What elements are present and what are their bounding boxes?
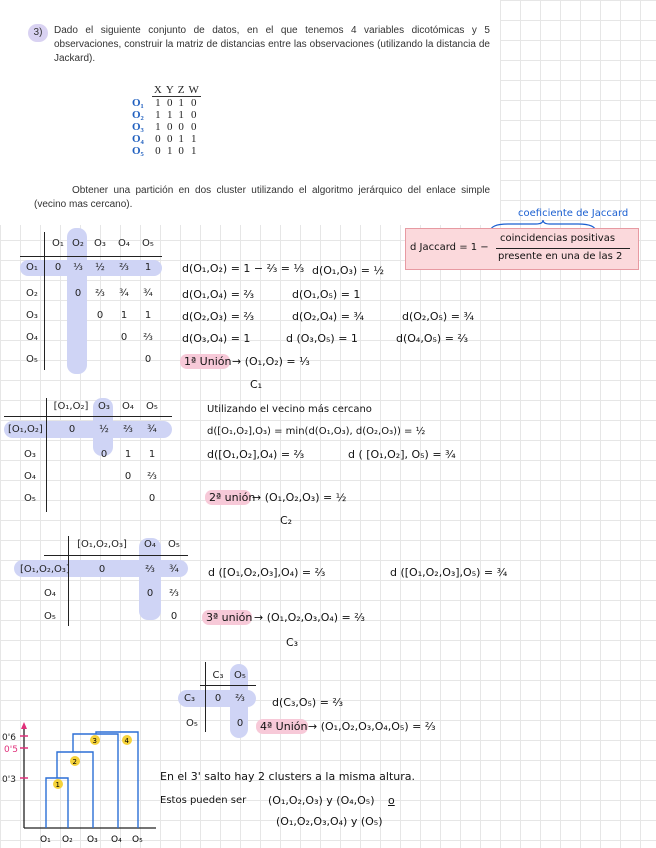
matrix-cell: 0 (98, 564, 106, 575)
leaf-label: O₅ (132, 835, 143, 845)
union-result: → (O₁,O₂,O₃,O₄) = ⅔ (254, 611, 365, 624)
distance-eq: d ([O₁,O₂,O₃],O₄) = ⅔ (208, 566, 326, 579)
table-row: O₃ 1 0 0 0 (132, 121, 197, 133)
col-header: O₃ (94, 238, 106, 249)
matrix-cell: 0 (100, 449, 108, 460)
jaccard-formula-box (405, 228, 639, 270)
cluster-label: C₂ (280, 514, 293, 527)
dendrogram-axes (20, 722, 156, 828)
task-statement: Obtener una partición en dos cluster utilizando el algoritmo jerárquico del enlace simple (vecino mas cercano). (34, 185, 490, 210)
column-highlight (139, 538, 161, 620)
row-label: O₄ (44, 588, 56, 599)
col-header: O₄ (144, 539, 156, 550)
question-number: 3) (28, 24, 48, 42)
distance-eq: d(O₁,O₃) = ½ (312, 264, 385, 277)
distance-eq: d ( [O₁,O₂], O₅) = ¾ (348, 448, 456, 461)
col-header: O₂ (72, 238, 84, 249)
jaccard-lhs: d Jaccard = 1 − (410, 242, 489, 253)
matrix-cell: ⅓ (73, 262, 83, 273)
row-label: O₁ (26, 262, 38, 273)
dendrogram (0, 720, 160, 848)
distance-eq: d(O₃,O₄) = 1 (182, 332, 251, 345)
matrix-cell: 1 (124, 449, 132, 460)
matrix-cell: ⅔ (123, 424, 133, 435)
problem-statement: Dado el siguiente conjunto de datos, en el que tenemos 4 variables dicotómicas y 5 observaciones, construir la matriz de distancias entre las observaciones (utilizando la distancia de Jackard). (54, 25, 490, 64)
fraction-bar (496, 248, 630, 249)
jaccard-numerator: coincidencias positivas (500, 233, 616, 244)
table-row: O₁ 1 0 1 0 (132, 96, 197, 109)
method-note: Utilizando el vecino más cercano (207, 404, 372, 415)
matrix-cell: 1 (144, 262, 152, 273)
distance-eq: d (O₃,O₅) = 1 (286, 332, 358, 345)
col-header: O₄ (118, 238, 130, 249)
matrix-cell: 0 (96, 310, 104, 321)
distance-eq: d(O₂,O₄) = ¾ (292, 310, 365, 323)
distance-eq: d(C₃,O₅) = ⅔ (272, 696, 344, 709)
matrix-cell: ¾ (147, 424, 157, 435)
matrix-cell: 0 (54, 262, 62, 273)
leaf-label: O₂ (62, 835, 73, 845)
matrix-cell: 0 (148, 493, 156, 504)
row-label: O₃ (24, 449, 36, 460)
matrix-cell: 1 (120, 310, 128, 321)
distance-eq: d([O₁,O₂],O₃) = min(d(O₁,O₃), d(O₂,O₃)) = ½ (207, 426, 426, 437)
leaf-label: O₃ (87, 835, 98, 845)
cluster-option: (O₁,O₂,O₃) y (O₄,O₅) (268, 794, 375, 807)
col-header: W (188, 84, 199, 96)
col-header: O₃ (98, 401, 110, 412)
data-table (130, 84, 201, 157)
leaf-label: O₁ (40, 835, 51, 845)
matrix-cell: 0 (120, 332, 128, 343)
row-label: O₅ (44, 611, 56, 622)
col-header: O₁ (52, 238, 64, 249)
col-header: O₅ (142, 238, 154, 249)
leaf-label: O₄ (111, 835, 122, 845)
merge-order: 4 (124, 737, 129, 745)
matrix-cell: 1 (148, 449, 156, 460)
matrix-cell: 0 (236, 718, 244, 729)
jaccard-denominator: presente en una de las 2 (498, 251, 623, 262)
union-label: 1ª Unión (184, 355, 232, 368)
conclusion-or: o (388, 794, 395, 807)
union-label: 3ª unión (206, 611, 253, 624)
matrix-cell: 0 (170, 611, 178, 622)
distance-eq: d(O₁,O₄) = ⅔ (182, 288, 255, 301)
row-label: O₄ (26, 332, 38, 343)
row-label: O₅ (186, 718, 198, 729)
row-label: [O₁,O₂,O₃] (20, 564, 70, 575)
col-header: O₅ (168, 539, 180, 550)
union-result: → (O₁,O₂,O₃,O₄,O₅) = ⅔ (308, 720, 436, 733)
matrix-cell: ¾ (143, 288, 153, 299)
table-row: O₅ 0 1 0 1 (132, 145, 197, 157)
row-label: C₃ (184, 693, 195, 704)
row-label: O₅ (26, 354, 38, 365)
col-header: [O₁,O₂,O₃] (77, 539, 127, 550)
matrix-cell: ⅔ (147, 471, 157, 482)
y-tick-label: 0'3 (2, 775, 16, 785)
merge-order: 3 (92, 737, 97, 745)
cluster-option: (O₁,O₂,O₃,O₄) y (O₅) (276, 815, 383, 828)
cluster-label: C₁ (250, 378, 263, 391)
distance-eq: d(O₂,O₃) = ⅔ (182, 310, 255, 323)
distance-eq: d([O₁,O₂],O₄) = ⅔ (207, 448, 305, 461)
conclusion-text: En el 3' salto hay 2 clusters a la misma altura. (160, 770, 416, 783)
matrix-cell: 0 (74, 288, 82, 299)
column-highlight (67, 228, 87, 374)
union-result: → (O₁,O₂) = ⅓ (232, 355, 310, 368)
matrix-cell: ½ (99, 424, 109, 435)
matrix-cell: 0 (146, 588, 154, 599)
matrix-cell: 0 (68, 424, 76, 435)
row-label: O₃ (26, 310, 38, 321)
distance-eq: d(O₁,O₂) = 1 − ⅔ = ⅓ (182, 262, 305, 275)
col-header: Z (177, 84, 185, 96)
matrix-cell: 0 (124, 471, 132, 482)
union-label: 4ª Unión (260, 720, 308, 733)
distance-eq: d(O₄,O₅) = ⅔ (396, 332, 469, 345)
matrix-cell: ⅔ (119, 262, 129, 273)
row-label: O₄ (24, 471, 36, 482)
col-header: O₅ (234, 670, 246, 681)
row-label: O₅ (24, 493, 36, 504)
matrix-cell: ½ (95, 262, 105, 273)
distance-eq: d ([O₁,O₂,O₃],O₅) = ¾ (390, 566, 508, 579)
conclusion-text: Estos pueden ser (160, 795, 247, 806)
y-tick-label: 0'6 (2, 733, 16, 743)
union-label: 2ª unión (209, 491, 256, 504)
row-label: O₂ (26, 288, 38, 299)
col-header: C₃ (212, 670, 224, 681)
merge-order: 1 (55, 781, 60, 789)
cluster-label: C₃ (286, 636, 299, 649)
table-row: O₄ 0 0 1 1 (132, 133, 197, 145)
matrix-cell: ⅔ (143, 332, 153, 343)
row-label: [O₁,O₂] (8, 424, 43, 435)
col-header: O₅ (146, 401, 158, 412)
matrix-cell: 1 (144, 310, 152, 321)
matrix-cell: 0 (214, 693, 222, 704)
matrix-cell: ¾ (119, 288, 129, 299)
matrix-cell: ⅔ (95, 288, 105, 299)
union-result: → (O₁,O₂,O₃) = ½ (252, 491, 347, 504)
y-tick-label: 0'5 (4, 745, 18, 755)
matrix-cell: ⅔ (169, 588, 179, 599)
col-header: O₄ (122, 401, 134, 412)
matrix-cell: 0 (144, 354, 152, 365)
col-header: [O₁,O₂] (53, 401, 89, 412)
matrix-cell: ¾ (169, 564, 179, 575)
matrix-cell: ⅔ (145, 564, 155, 575)
col-header: X (153, 84, 162, 96)
distance-eq: d(O₂,O₅) = ¾ (402, 310, 475, 323)
jaccard-note: coeficiente de Jaccard (518, 208, 629, 219)
merge-order: 2 (72, 758, 77, 766)
matrix-cell: ⅔ (235, 693, 245, 704)
table-row: O₂ 1 1 1 0 (132, 109, 197, 121)
distance-eq: d(O₁,O₅) = 1 (292, 288, 361, 301)
col-header: Y (165, 84, 174, 96)
